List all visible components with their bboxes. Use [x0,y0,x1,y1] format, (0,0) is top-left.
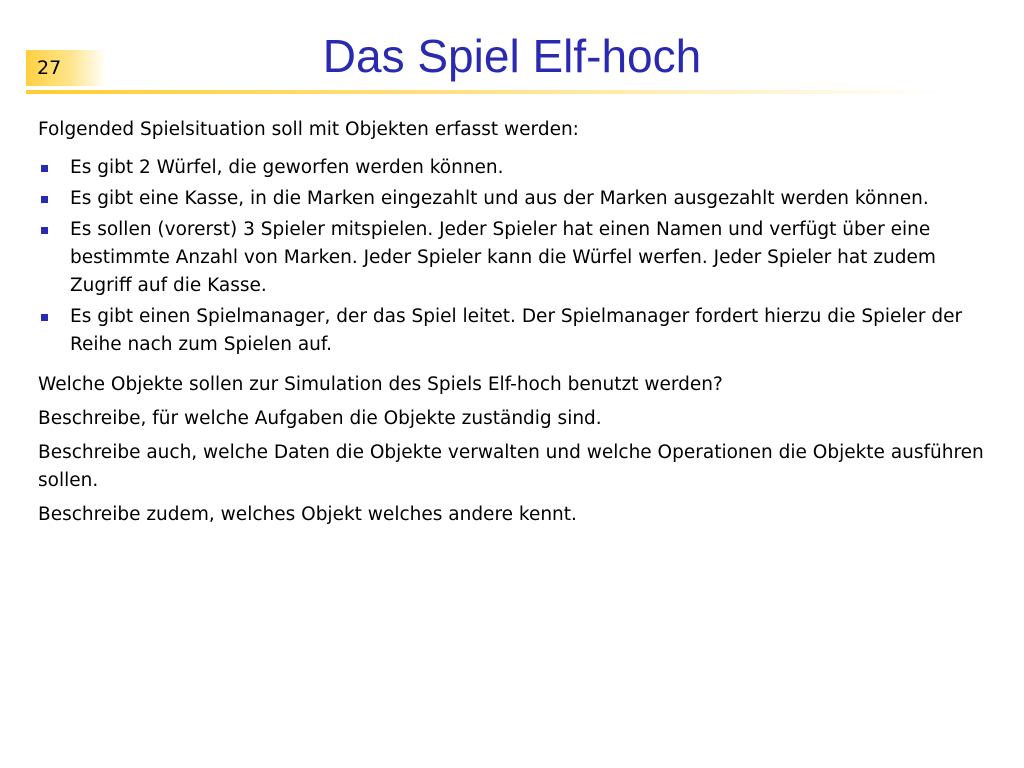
bullet-text: Es gibt eine Kasse, in die Marken eingezahlt und aus der Marken ausgezahlt werden können. [70,188,929,209]
title-underline [26,90,946,94]
bullet-list [38,154,998,359]
bullet-item [38,303,998,359]
slide-number: 27 [37,57,62,79]
square-bullet-icon [41,314,48,321]
bullet-item [38,185,998,213]
intro-text: Folgended Spielsituation soll mit Objekten erfasst werden: [38,119,579,140]
slide-content [38,116,998,535]
bullet-text: Es gibt einen Spielmanager, der das Spiel leitet. Der Spielmanager fordert hierzu die Spieler der Reihe nach zum Spielen auf. [70,306,963,355]
square-bullet-icon [41,227,48,234]
square-bullet-icon [41,165,48,172]
question-text: Welche Objekte sollen zur Simulation des Spiels Elf-hoch benutzt werden? [38,374,723,395]
slide-title: Das Spiel Elf-hoch [322,30,702,82]
bullet-item [38,216,998,300]
question-text: Beschreibe auch, welche Daten die Objekte verwalten und welche Operationen die Objekte ausführen sollen. [38,442,984,491]
bullet-text: Es sollen (vorerst) 3 Spieler mitspielen. Jeder Spieler hat einen Namen und verfügt über eine bestimmte Anzahl von Marken. Jeder Spieler kann die Würfel werfen. Jeder Spieler hat zudem Zugriff auf die Kasse. [70,219,936,296]
question-text: Beschreibe, für welche Aufgaben die Objekte zuständig sind. [38,408,602,429]
bullet-text: Es gibt 2 Würfel, die geworfen werden können. [70,157,504,178]
question-text: Beschreibe zudem, welches Objekt welches andere kennt. [38,504,577,525]
bullet-item [38,154,998,182]
square-bullet-icon [41,196,48,203]
